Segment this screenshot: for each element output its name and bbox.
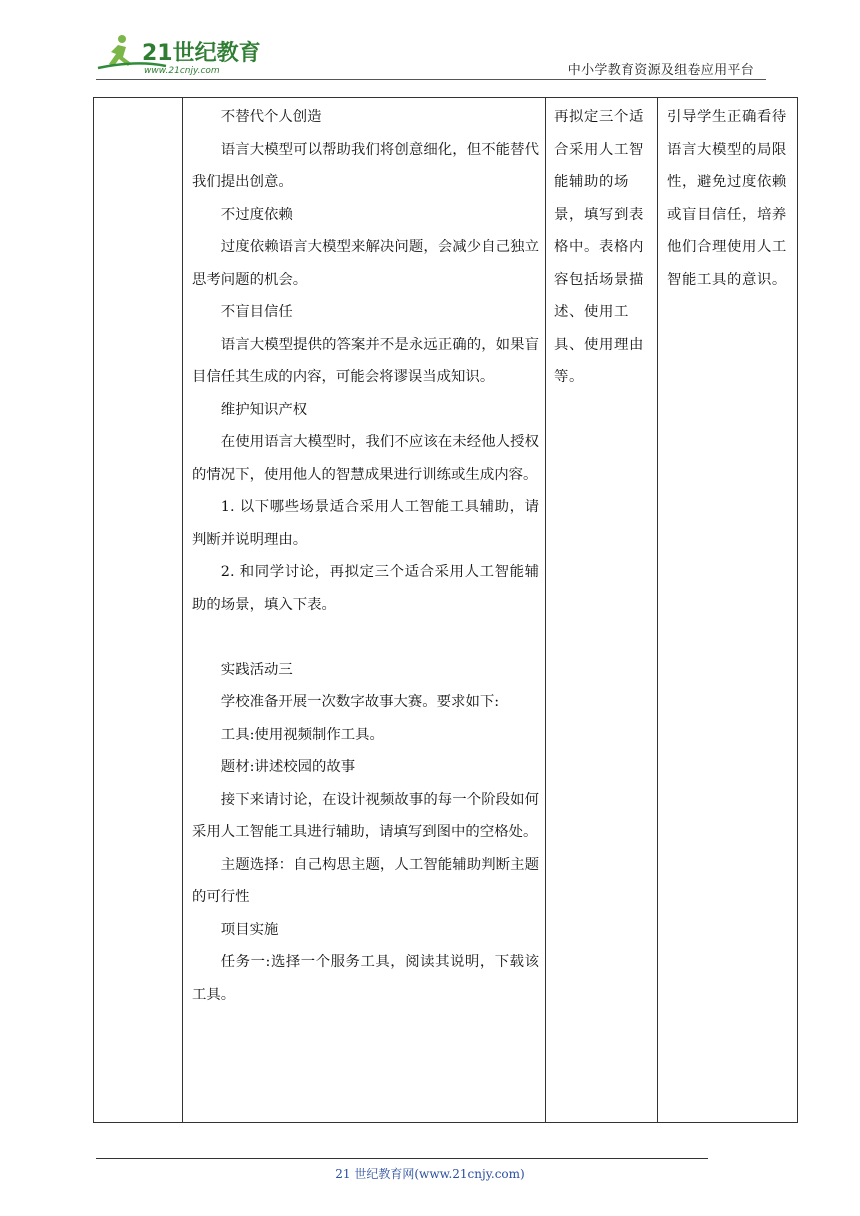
item-heading: 不过度依赖 [220, 206, 293, 223]
cell-student-activity [546, 98, 658, 1123]
platform-name: 中小学教育资源及组卷应用平台 [567, 63, 754, 78]
item-text: 语言大模型可以帮助我们将创意细化，但不能替代我们提出创意。 [192, 141, 539, 190]
logo-21cnjy [96, 30, 266, 78]
activity-text: 学校准备开展一次数字故事大赛。要求如下: [220, 694, 500, 710]
item-text: 语言大模型提供的答案并不是永远正确的，如果盲目信任其生成的内容，可能会将谬误当成知识。 [192, 336, 539, 385]
item-text: 在使用语言大模型时，我们不应该在未经他人授权的情况下，使用他人的智慧成果进行训练或生成内容。 [192, 434, 539, 483]
header-divider [96, 79, 766, 80]
item-heading: 不盲目信任 [220, 304, 293, 320]
design-intent-text: 引导学生正确看待语言大模型的局限性，避免过度依赖或盲目信任，培养他们合理使用人工智能工具的意识。 [667, 109, 787, 288]
activity-text: 接下来请讨论，在设计视频故事的每一个阶段如何采用人工智能工具进行辅助，请填写到图中的空格处。 [192, 791, 539, 840]
question: 1. 以下哪些场景适合采用人工智能工具辅助，请判断并说明理由。 [192, 499, 539, 548]
student-activity-text: 再拟定三个适合采用人工智能辅助的场景，填写到表格中。表格内容包括场景描述、使用工具、使用理由等。 [554, 109, 644, 385]
table-row [94, 98, 798, 1123]
activity-text: 任务一:选择一个服务工具，阅读其说明，下载该工具。 [192, 954, 539, 1003]
item-text: 过度依赖语言大模型来解决问题，会减少自己独立思考问题的机会。 [192, 239, 539, 288]
cell-design-intent [658, 98, 798, 1123]
cell-empty [94, 98, 183, 1123]
activity-text: 项目实施 [220, 921, 279, 938]
item-heading: 不替代个人创造 [220, 109, 322, 125]
item-heading: 维护知识产权 [220, 401, 308, 418]
activity-title: 实践活动三 [220, 661, 293, 678]
activity-text: 主题选择：自己构思主题，人工智能辅助判断主题的可行性 [192, 856, 539, 905]
spacer [192, 621, 539, 654]
svg-text:21世纪教育: 21世纪教育 [142, 41, 261, 66]
footer-link[interactable]: 21 世纪教育网(www.21cnjy.com) [335, 1167, 525, 1181]
activity-text: 题材:讲述校园的故事 [220, 759, 356, 775]
cell-content [183, 98, 546, 1123]
svg-text:www.21cnjy.com: www.21cnjy.com [144, 66, 220, 76]
footer-divider [96, 1158, 708, 1159]
lesson-table [93, 97, 798, 1123]
page-header [0, 0, 860, 90]
question: 2. 和同学讨论，再拟定三个适合采用人工智能辅助的场景，填入下表。 [192, 564, 539, 613]
activity-text: 工具:使用视频制作工具。 [220, 726, 384, 743]
